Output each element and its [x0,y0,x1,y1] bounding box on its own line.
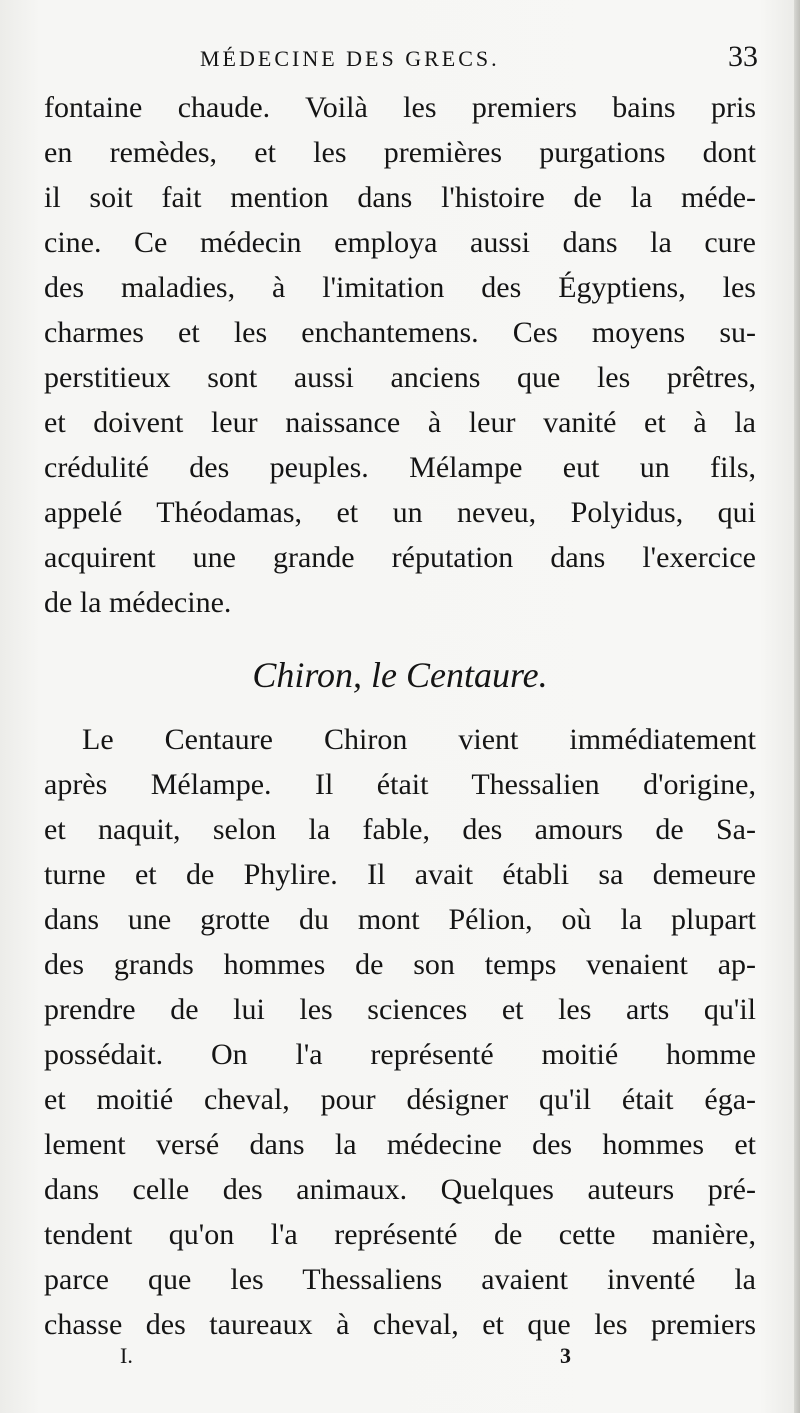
text-line: de la médecine. [44,586,232,619]
text-line: il soit fait mention dans l'histoire de la méde- [44,181,756,214]
text-line: en remèdes, et les premières purgations dont [44,136,756,169]
text-line: charmes et les enchantemens. Ces moyens su- [44,316,756,349]
text-line: lement versé dans la médecine des hommes et [44,1128,756,1161]
page-number: 33 [728,40,758,73]
text-line: appelé Théodamas, et un neveu, Polyidus, qui [44,496,756,529]
text-line: fontaine chaude. Voilà les premiers bains pris [44,91,756,124]
text-line: chasse des taureaux à cheval, et que les premiers [44,1308,756,1341]
running-head-title: MÉDECINE DES GRECS. [200,46,500,71]
paragraph-1 [44,85,756,625]
page-footer [0,1343,800,1373]
text-line: turne et de Phylire. Il avait établi sa demeure [44,858,756,891]
text-line: prendre de lui les sciences et les arts qu'il [44,993,756,1026]
text-line: tendent qu'on l'a représenté de cette manière, [44,1218,756,1251]
text-line: dans celle des animaux. Quelques auteurs pré- [44,1173,756,1206]
text-line: des grands hommes de son temps venaient ap- [44,948,756,981]
text-line: Le Centaure Chiron vient immédiatement [82,723,756,756]
running-head [40,40,760,80]
text-line: des maladies, à l'imitation des Égyptiens, les [44,271,756,304]
section-heading: Chiron, le Centaure. [252,655,548,695]
paragraph-2 [44,717,756,1347]
text-line: perstitieux sont aussi anciens que les prêtres, [44,361,756,394]
text-line: et moitié cheval, pour désigner qu'il était éga- [44,1083,756,1116]
text-line: acquirent une grande réputation dans l'exercice [44,541,756,574]
text-line: dans une grotte du mont Pélion, où la plupart [44,903,756,936]
text-line: et doivent leur naissance à leur vanité et à la [44,406,756,439]
text-line: possédait. On l'a représenté moitié homme [44,1038,756,1071]
page-edge [794,0,800,1413]
text-line: après Mélampe. Il était Thessalien d'origine, [44,768,756,801]
signature-mark: 3 [560,1343,571,1368]
text-line: crédulité des peuples. Mélampe eut un fils, [44,451,756,484]
signature-volume: I. [120,1343,133,1368]
text-line: et naquit, selon la fable, des amours de Sa- [44,813,756,846]
text-line: cine. Ce médecin employa aussi dans la cure [44,226,756,259]
text-line: parce que les Thessaliens avaient inventé la [44,1263,756,1296]
